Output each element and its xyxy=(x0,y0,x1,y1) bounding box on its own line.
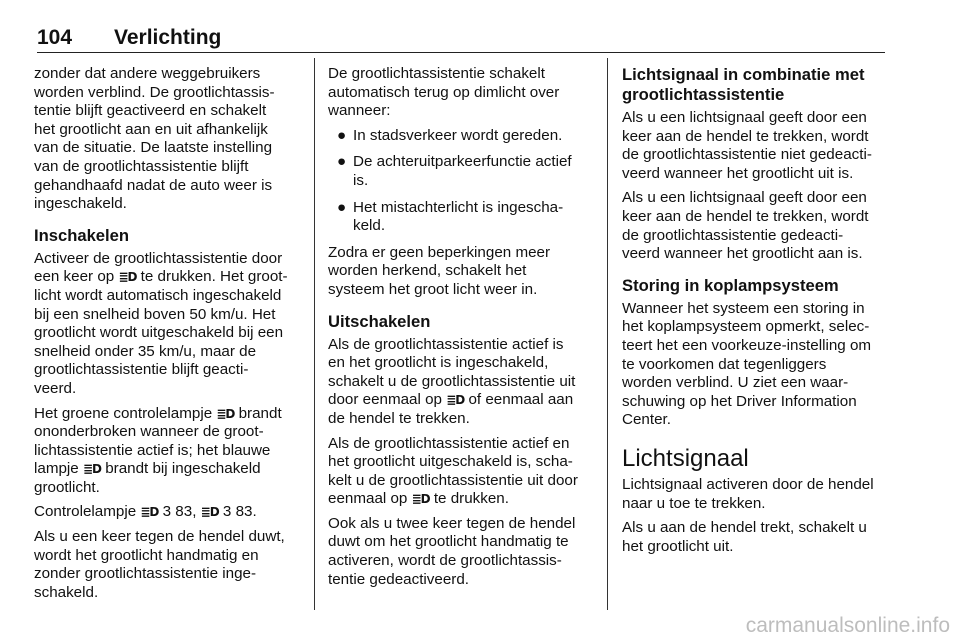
text: Het groene controlelampje xyxy=(34,404,217,422)
paragraph xyxy=(328,336,592,429)
page-number: 104 xyxy=(37,26,73,49)
paragraph: Wanneer het systeem een storing in het koplampsysteem opmerkt, selec- teert het een voorkeuze-instelling om te voorkomen dat tegenliggers worden verblind. U ziet een waar- schuwing op het Driver Information Center. xyxy=(622,299,872,429)
paragraph xyxy=(34,503,302,522)
high-beam-assist-icon: ≣D xyxy=(118,270,137,285)
section-title: Verlichting xyxy=(114,26,222,49)
high-beam-assist-icon: ≣D xyxy=(216,406,235,421)
page-ref-arrow-icon: 3 xyxy=(222,503,232,521)
high-beam-assist-icon: ≣D xyxy=(411,492,430,507)
list-item-text: De achteruitparkeerfunctie actief is. xyxy=(353,153,572,189)
list-item xyxy=(328,153,592,190)
page-reference[interactable]: 83. xyxy=(231,503,257,521)
bullet-icon: ● xyxy=(337,126,347,144)
paragraph xyxy=(34,405,302,498)
high-beam-assist-icon: ≣D xyxy=(140,505,159,520)
text: Activeer de grootlichtassistentie door een keer op xyxy=(34,249,283,286)
column-divider xyxy=(314,58,315,610)
text: brandt ononderbroken wanneer de groot- lichtassistentie actief is; het blauwe lampje xyxy=(34,404,282,478)
paragraph: zonder dat andere weggebruikers worden verblind. De grootlichtassis- tentie blijft geactiveerd en schakelt het grootlicht aan en uit afhankelijk van de situatie. De laatste instelling van de grootlichtassistentie blijft gehandhaafd nadat de auto weer is ingeschakeld. xyxy=(34,65,275,213)
page-reference[interactable]: 83, xyxy=(171,503,201,521)
text: brandt bij ingeschakeld grootlicht. xyxy=(34,460,261,496)
list-item xyxy=(328,199,592,236)
heading-uitschakelen: Uitschakelen xyxy=(328,311,431,331)
high-beam-assist-icon: ≣D xyxy=(446,393,465,408)
column-divider xyxy=(607,58,608,610)
high-beam-icon: ≣D xyxy=(82,462,101,477)
page-ref-arrow-icon: 3 xyxy=(162,503,172,521)
paragraph: Ook als u twee keer tegen de hendel duwt om het grootlicht handmatig te activeren, wordt de grootlichtassis- tentie gedeactiveerd. xyxy=(328,514,576,588)
paragraph: Lichtsignaal activeren door de hendel naar u toe te trekken. xyxy=(622,475,874,512)
paragraph: Als u een lichtsignaal geeft door een keer aan de hendel te trekken, wordt de grootlichtassistentie niet gedeacti- veerd wanneer het grootlicht uit is. xyxy=(622,109,872,182)
heading-storing: Storing in koplampsysteem xyxy=(622,275,839,295)
bullet-icon: ● xyxy=(337,198,347,216)
paragraph: De grootlichtassistentie schakelt automatisch terug op dimlicht over wanneer: xyxy=(328,65,560,120)
text: Als de grootlichtassistentie actief en het grootlicht uitgeschakeld is, scha- kelt u de grootlichtassistentie uit door eenmaal op xyxy=(328,434,578,508)
text: Als de grootlichtassistentie actief is en het grootlicht is ingeschakeld, schakelt u de grootlichtassistentie uit door eenmaal op xyxy=(328,335,576,409)
paragraph: Als u een keer tegen de hendel duwt, wordt het grootlicht handmatig en zonder grootlichtassistentie inge- schakeld. xyxy=(34,528,285,601)
text: te drukken. xyxy=(429,490,509,508)
list-item xyxy=(328,127,592,146)
heading-lichtsignaal: Lichtsignaal xyxy=(622,444,749,472)
watermark: carmanualsonline.info xyxy=(745,614,950,637)
paragraph: Zodra er geen beperkingen meer worden herkend, schakelt het systeem het groot licht weer in. xyxy=(328,243,551,298)
bullet-list xyxy=(328,127,592,236)
column-right xyxy=(622,65,888,562)
column-middle xyxy=(328,65,592,595)
paragraph: Als u aan de hendel trekt, schakelt u het grootlicht uit. xyxy=(622,519,867,555)
list-item-text: Het mistachterlicht is ingescha- keld. xyxy=(353,198,564,235)
paragraph: Als u een lichtsignaal geeft door een keer aan de hendel te trekken, wordt de grootlichtassistentie gedeacti- veerd wanneer het grootlicht aan is. xyxy=(622,189,869,263)
paragraph xyxy=(328,435,592,509)
high-beam-icon: ≣D xyxy=(200,505,219,520)
text: te drukken. Het groot- licht wordt automatisch ingeschakeld bij een snelheid boven 50 km/u. Het grootlicht wordt uitgeschakeld bij een snelheid onder 35 km/u, maar de grootlichtassistentie blijft geacti- veerd. xyxy=(34,268,288,397)
heading-inschakelen: Inschakelen xyxy=(34,225,130,245)
text: Controlelampje xyxy=(34,503,141,521)
bullet-icon: ● xyxy=(337,153,347,171)
list-item-text: In stadsverkeer wordt gereden. xyxy=(353,126,563,144)
heading-lichtsignaal-combinatie: Lichtsignaal in combinatie met grootlichtassistentie xyxy=(622,65,865,104)
page-header xyxy=(37,26,885,53)
paragraph xyxy=(34,250,302,399)
column-left xyxy=(34,65,302,608)
text: of eenmaal aan de hendel te trekken. xyxy=(328,391,574,427)
